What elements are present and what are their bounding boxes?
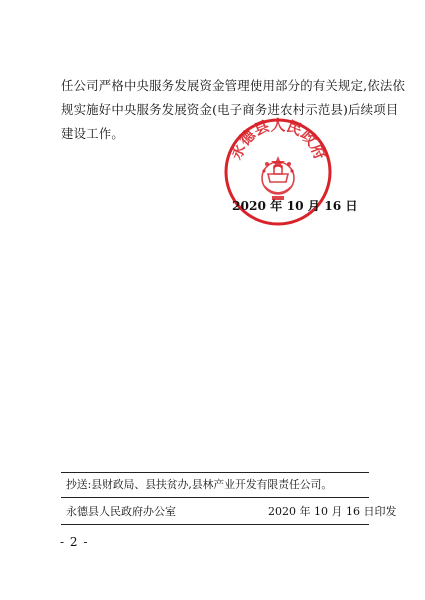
cc-line: 抄送:县财政局、县扶贫办,县林产业开发有限责任公司。 (66, 478, 333, 491)
signature-date: 2020 年 10 月 16 日 (232, 199, 358, 213)
body-line: 建设工作。 (61, 126, 124, 141)
print-date: 2020 年 10 月 16 日印发 (268, 505, 397, 518)
footer-rule-bottom (61, 524, 369, 525)
issuing-office: 永德县人民政府办公室 (66, 505, 176, 518)
footer-rule-middle (61, 497, 369, 498)
svg-text:永德县人民政府: 永德县人民政府 (226, 116, 330, 163)
footer-rule-top (61, 472, 369, 473)
page-number: - 2 - (60, 535, 89, 549)
body-line: 任公司严格中央服务发展资金管理使用部分的有关规定,依法依 (61, 78, 406, 93)
body-line: 规实施好中央服务发展资金(电子商务进农村示范县)后续项目 (61, 102, 399, 117)
